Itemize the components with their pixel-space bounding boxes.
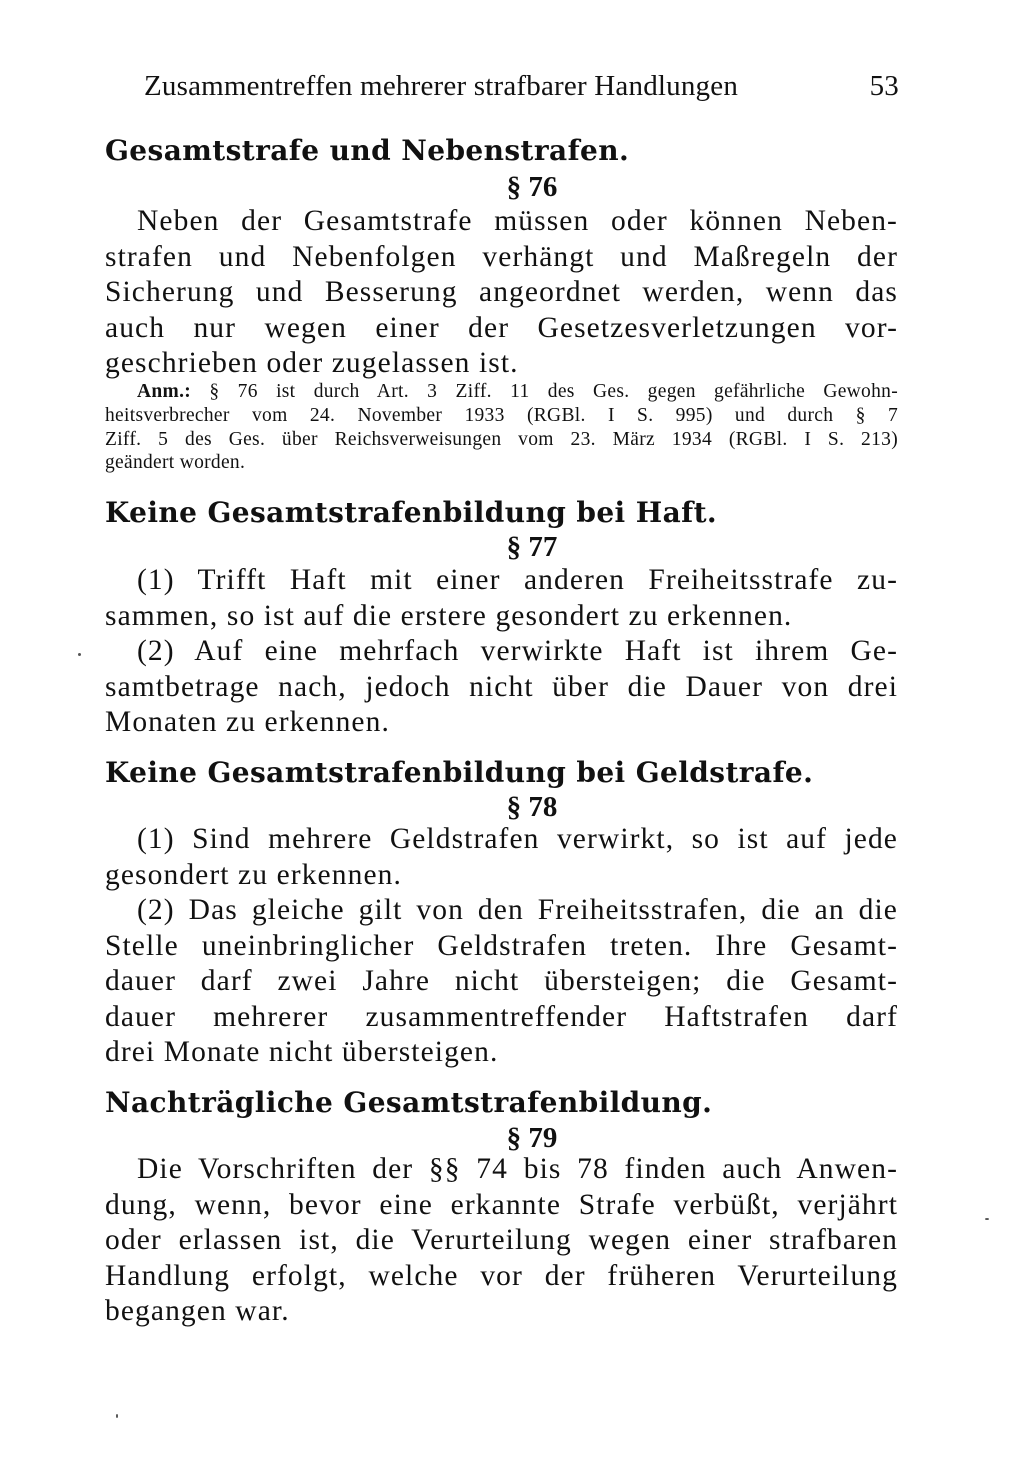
- scan-speck: [116, 1414, 118, 1418]
- body-line: geschrieben oder zugelassen ist.: [105, 347, 519, 379]
- section-body-79: [105, 1152, 898, 1330]
- body-line: Neben der Gesamtstrafe müssen oder können Neben-: [137, 205, 898, 237]
- body-line: Sicherung und Besserung angeordnet werden, wenn das: [105, 276, 898, 308]
- annotation-note-76: [105, 380, 898, 475]
- body-line: drei Monate nicht übersteigen.: [105, 1036, 499, 1068]
- section-heading-76: Gesamtstrafe und Nebenstrafen.: [105, 134, 630, 167]
- page-number: 53: [869, 70, 899, 102]
- section-heading-78: Keine Gesamtstrafenbildung bei Geldstrafe.: [105, 756, 814, 789]
- body-line: Stelle uneinbringlicher Geldstrafen treten. Ihre Gesamt-: [105, 929, 898, 962]
- body-line: strafen und Nebenfolgen verhängt und Maßregeln der: [105, 240, 898, 273]
- body-line: dauer mehrerer zusammentreffender Haftstrafen darf: [105, 1000, 898, 1033]
- paragraph-number-79: § 79: [506, 1122, 558, 1154]
- section-body-78: [105, 822, 898, 1071]
- body-line: sammen, so ist auf die erstere gesondert zu erkennen.: [105, 599, 793, 632]
- note-line: heitsverbrecher vom 24. November 1933 (RGBl. I S. 995) und durch § 7: [105, 404, 898, 426]
- body-line: oder erlassen ist, die Verurteilung wegen einer strafbaren: [105, 1224, 898, 1256]
- note-line: [105, 380, 898, 404]
- scan-speck: [985, 1218, 989, 1220]
- body-line: gesondert zu erkennen.: [105, 858, 402, 891]
- section-body-77: [105, 563, 898, 741]
- body-line: auch nur wegen einer der Gesetzesverletzungen vor-: [105, 311, 898, 344]
- body-line: dauer darf zwei Jahre nicht übersteigen; die Gesamt-: [105, 965, 898, 997]
- section-heading-77: Keine Gesamtstrafenbildung bei Haft.: [105, 496, 718, 529]
- section-body-76: [105, 204, 898, 382]
- paragraph-number-78: § 78: [506, 791, 558, 823]
- note-label: Anm.:: [137, 381, 192, 402]
- note-line: geändert worden.: [105, 452, 246, 474]
- body-line: begangen war.: [105, 1295, 290, 1327]
- note-text: § 76 ist durch Art. 3 Ziff. 11 des Ges. gegen gefährliche Gewohn-: [209, 381, 898, 402]
- body-line: (1) Trifft Haft mit einer anderen Freiheitsstrafe zu-: [137, 564, 898, 596]
- note-line: Ziff. 5 des Ges. über Reichsverweisungen vom 23. März 1934 (RGBl. I S. 213): [105, 428, 898, 450]
- paragraph-number-76: § 76: [506, 171, 558, 203]
- body-line: (1) Sind mehrere Geldstrafen verwirkt, so ist auf jede: [137, 823, 898, 855]
- body-line: (2) Auf eine mehrfach verwirkte Haft ist ihrem Ge-: [137, 635, 898, 667]
- body-line: dung, wenn, bevor eine erkannte Strafe verbüßt, verjährt: [105, 1188, 898, 1221]
- body-line: Monaten zu erkennen.: [105, 706, 390, 738]
- scan-speck: [78, 653, 81, 656]
- section-heading-79: Nachträgliche Gesamtstrafenbildung.: [105, 1086, 713, 1119]
- body-line: (2) Das gleiche gilt von den Freiheitsstrafen, die an die: [137, 894, 898, 926]
- paragraph-number-77: § 77: [506, 531, 558, 563]
- body-line: samtbetrage nach, jedoch nicht über die Dauer von drei: [105, 670, 898, 703]
- running-header: [144, 70, 899, 110]
- body-line: Handlung erfolgt, welche vor der früheren Verurteilung: [105, 1259, 898, 1292]
- running-header-title: Zusammentreffen mehrerer strafbarer Handlungen: [144, 70, 739, 102]
- body-line: Die Vorschriften der §§ 74 bis 78 finden auch Anwen-: [137, 1153, 898, 1185]
